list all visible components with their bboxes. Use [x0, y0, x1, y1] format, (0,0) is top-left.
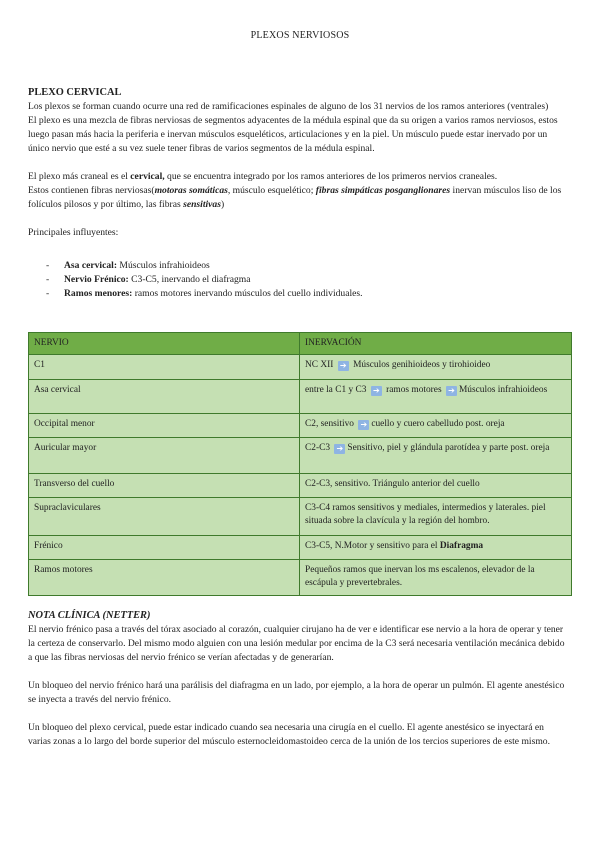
arrow-right-icon: ➔: [446, 386, 457, 396]
list-item: [46, 273, 546, 287]
bold-italic-run: motoras somáticas: [154, 185, 228, 196]
text-run: Músculos genihioideos y tirohioideo: [350, 360, 491, 370]
text-run: Músculos infrahioideos: [458, 385, 548, 395]
arrow-right-icon: ➔: [371, 386, 382, 396]
text-run: inervan músculos liso de los folículos pilosos y por último, las fibras: [28, 185, 562, 210]
paragraph-fibras: [28, 184, 566, 212]
paragraph-bloqueo-plexo: Un bloqueo del plexo cervical, puede estar indicado cuando sea necesaria una cirugía en el cuello. El agente anestésico se inyectará en varias zonas a lo largo del borde superior del músculo esternocleidomastoideo cerca de la unión de los tercios superiores de este mismo.: [28, 722, 550, 747]
cell-nervio: Frénico: [29, 536, 300, 560]
bold-run: cervical,: [130, 171, 165, 182]
text-run: C2, sensitivo: [305, 419, 357, 429]
cell-nervio: Asa cervical: [29, 380, 300, 414]
table-row: [29, 560, 572, 596]
text-run: C2-C3: [305, 443, 333, 453]
list-item-desc: Músculos infrahioideos: [117, 260, 210, 271]
text-run: El plexo más craneal es el: [28, 171, 131, 182]
influyentes-title: Principales influyentes:: [28, 227, 119, 238]
cell-inervacion: C2-C3, sensitivo. Triángulo anterior del cuello: [300, 474, 572, 498]
page-title: PLEXOS NERVIOSOS: [250, 30, 350, 41]
arrow-right-icon: ➔: [338, 361, 349, 371]
cell-inervacion: [300, 355, 572, 380]
paragraph-bloqueo-frenico: Un bloqueo del nervio frénico hará una parálisis del diafragma en un lado, por ejemplo, a la hora de operar un pulmón. El agente anestésico se inyecta a través del nervio frénico.: [28, 680, 565, 705]
list-item-term: Asa cervical:: [64, 260, 118, 271]
arrow-right-icon: ➔: [334, 444, 345, 454]
cell-nervio: Transverso del cuello: [29, 474, 300, 498]
section-plexo-cervical: [28, 86, 566, 240]
table-row: [29, 474, 572, 498]
table-row: [29, 414, 572, 438]
list-item-term: Ramos menores:: [64, 288, 133, 299]
text-run: cuello y cuero cabelludo post. oreja: [371, 419, 505, 429]
cell-nervio: Ramos motores: [29, 560, 300, 596]
text-run: C3-C5, N.Motor y sensitivo para el: [305, 541, 440, 551]
text-run: Estos contienen fibras nerviosas(: [28, 185, 155, 196]
text-run: ): [220, 199, 225, 210]
table-row: [29, 536, 572, 560]
paragraph-mezcla: El plexo es una mezcla de fibras nerviosas de segmentos adyacentes de la médula espinal que da su origen a varios ramos nerviosos, estos luego pasan más hacia la periferia e inervan músculos esqueléticos, articulaciones y en la piel. Un músculo puede estar inervado por un único nervio que esté a su vez suele tener fibras de varios segmentos de la médula espinal.: [28, 115, 558, 154]
cell-inervacion: [300, 380, 572, 414]
section-heading: PLEXO CERVICAL: [28, 87, 122, 98]
paragraph-frenico: El nervio frénico pasa a través del tórax asociado al corazón, cualquier cirujano ha de ver e identificar ese nervio a la hora de operar y tener la certeza de conservarlo. Del mismo modo alguien con una lesión medular por encima de la C3 será necesaria ventilación mecánica debido a que las fibras nerviosas del nervio frénico se verían afectadas y de generarían.: [28, 624, 565, 663]
table-row: [29, 438, 572, 474]
table-header-row: [29, 333, 572, 355]
table-row: [29, 498, 572, 536]
cell-inervacion: [300, 414, 572, 438]
section-heading: NOTA CLÍNICA (NETTER): [28, 610, 151, 621]
influyentes-list: [46, 259, 546, 301]
table-row: [29, 355, 572, 380]
text-run: entre la C1 y C3: [305, 385, 367, 395]
cell-inervacion: C3-C4 ramos sensitivos y mediales, intermedios y laterales. piel situada sobre la clavícula y la región del hombro.: [300, 498, 572, 536]
header-inervacion: INERVACIÓN: [300, 333, 572, 355]
cell-nervio: Occipital menor: [29, 414, 300, 438]
list-item-term: Nervio Frénico:: [64, 274, 129, 285]
cell-nervio: Auricular mayor: [29, 438, 300, 474]
bold-italic-run: sensitivas: [183, 199, 221, 210]
text-run: , músculo esquelético;: [227, 185, 316, 196]
list-item: [46, 287, 546, 301]
text-run: NC XII: [305, 360, 334, 370]
text-run: que se encuentra integrado por los ramos anteriores de los primeros nervios craneales.: [164, 171, 498, 182]
table-row: [29, 380, 572, 414]
cell-inervacion: [300, 438, 572, 474]
list-item-desc: C3-C5, inervando el diafragma: [128, 274, 251, 285]
bold-run: Diafragma: [439, 541, 484, 551]
list-item-desc: ramos motores inervando músculos del cuello individuales.: [132, 288, 363, 299]
paragraph-plexos: Los plexos se forman cuando ocurre una red de ramificaciones espinales de alguno de los 31 nervios de los ramos anteriores (ventrales): [28, 101, 549, 112]
bold-italic-run: fibras simpáticas posganglionares: [315, 185, 451, 196]
cell-nervio: C1: [29, 355, 300, 380]
paragraph-craneal: [28, 170, 566, 184]
cell-nervio: Supraclaviculares: [29, 498, 300, 536]
nervios-table: [28, 332, 572, 596]
cell-inervacion: Pequeños ramos que inervan los ms escalenos, elevador de la escápula y prevertebrales.: [300, 560, 572, 596]
text-run: Sensitivo, piel y glándula parotídea y parte post. oreja: [347, 443, 550, 453]
text-run: ramos motores: [383, 385, 444, 395]
list-item: [46, 259, 546, 273]
arrow-right-icon: ➔: [358, 420, 369, 430]
cell-inervacion: [300, 536, 572, 560]
section-nota-clinica: [28, 609, 566, 749]
header-nervio: NERVIO: [29, 333, 300, 355]
